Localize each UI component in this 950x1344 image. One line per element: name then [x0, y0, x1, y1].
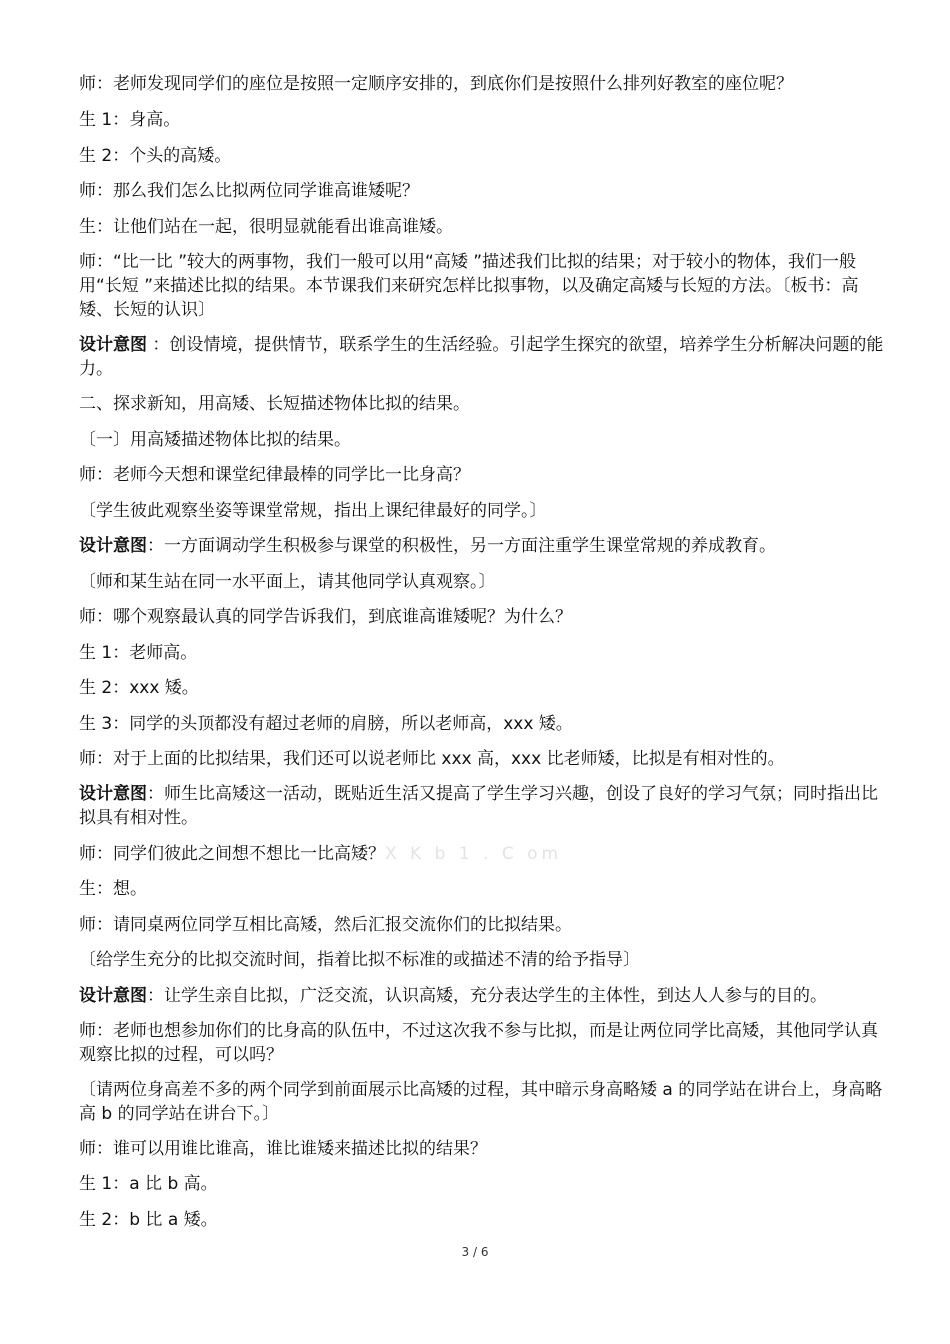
design-intent-label: 设计意图: [79, 536, 147, 556]
paragraph: 师：谁可以用谁比谁高，谁比谁矮来描述比拟的结果？: [79, 1139, 487, 1159]
paragraph: 生 2：b 比 a 矮。: [79, 1210, 218, 1230]
paragraph: 〔请两位身高差不多的两个同学到前面展示比高矮的过程，其中暗示身高略矮 a 的同学站在讲台上，身高略高 b 的同学站在讲台下。〕: [79, 1080, 883, 1124]
paragraph: 生 2：个头的高矮。: [79, 146, 232, 166]
paragraph: 师：那么我们怎么比拟两位同学谁高谁矮呢？: [79, 181, 419, 201]
paragraph: [79, 842, 885, 866]
subsection-heading: 〔一〕用高矮描述物体比拟的结果。: [79, 430, 351, 450]
paragraph: 师：对于上面的比拟结果，我们还可以说老师比 xxx 高，xxx 比老师矮，比拟是有相对性的。: [79, 749, 785, 769]
page-number: 3 / 6: [461, 1245, 489, 1259]
design-intent-paragraph: 设计意图：一方面调动学生积极参与课堂的积极性，另一方面注重学生课堂常规的养成教育。: [79, 536, 776, 556]
paragraph: 〔给学生充分的比拟交流时间，指着比拟不标准的或描述不清的给予指导〕: [79, 950, 640, 970]
design-intent-paragraph: 设计意图：让学生亲自比拟，广泛交流，认识高矮，充分表达学生的主体性，到达人人参与的目的。: [79, 986, 827, 1006]
paragraph: 生 3：同学的头顶都没有超过老师的肩膀，所以老师高，xxx 矮。: [79, 714, 573, 734]
paragraph: 〔师和某生站在同一水平面上，请其他同学认真观察。〕: [79, 572, 496, 592]
paragraph: 生 2：xxx 矮。: [79, 678, 199, 698]
paragraph: 师：“比一比 ”较大的两事物，我们一般可以用“高矮 ”描述我们比拟的结果；对于较小的物体，我们一般用“长短 ”来描述比拟的结果。本节课我们来研究怎样比拟事物，以及确定高矮与长短的方法。〔板书：高矮、长短的认识〕: [79, 252, 859, 320]
design-intent-label: 设计意图: [79, 335, 147, 355]
paragraph: 生 1：a 比 b 高。: [79, 1174, 218, 1194]
paragraph: 生：让他们站在一起，很明显就能看出谁高谁矮。: [79, 217, 453, 237]
paragraph: 师：请同桌两位同学互相比高矮，然后汇报交流你们的比拟结果。: [79, 915, 572, 935]
paragraph: 师：老师今天想和课堂纪律最棒的同学比一比身高？: [79, 465, 470, 485]
paragraph: 师：老师也想参加你们的比身高的队伍中，不过这次我不参与比拟，而是让两位同学比高矮，其他同学认真观察比拟的过程，可以吗？: [79, 1021, 878, 1065]
design-intent-paragraph: 设计意图：师生比高矮这一活动，既贴近生活又提高了学生学习兴趣，创设了良好的学习气氛；同时指出比拟具有相对性。: [79, 784, 878, 828]
design-intent-label: 设计意图: [79, 986, 147, 1006]
design-intent-label: 设计意图: [79, 784, 147, 804]
watermark: X K b 1 . C om: [385, 844, 563, 864]
design-intent-paragraph: 设计意图 ：创设情境，提供情节，联系学生的生活经验。引起学生探究的欲望，培养学生分析解决问题的能力。: [79, 335, 884, 379]
paragraph: 师：哪个观察最认真的同学告诉我们，到底谁高谁矮呢？为什么？: [79, 607, 572, 627]
section-heading: 二、探求新知，用高矮、长短描述物体比拟的结果。: [79, 394, 470, 414]
paragraph: 师：老师发现同学们的座位是按照一定顺序安排的，到底你们是按照什么排列好教室的座位呢？: [79, 74, 793, 94]
paragraph-text: 师：同学们彼此之间想不想比一比高矮？: [79, 844, 385, 864]
paragraph: 生：想。: [79, 879, 147, 899]
paragraph: 生 1：老师高。: [79, 643, 198, 663]
paragraph: 生 1：身高。: [79, 110, 181, 130]
paragraph: 〔学生彼此观察坐姿等课堂常规，指出上课纪律最好的同学。〕: [79, 501, 547, 521]
